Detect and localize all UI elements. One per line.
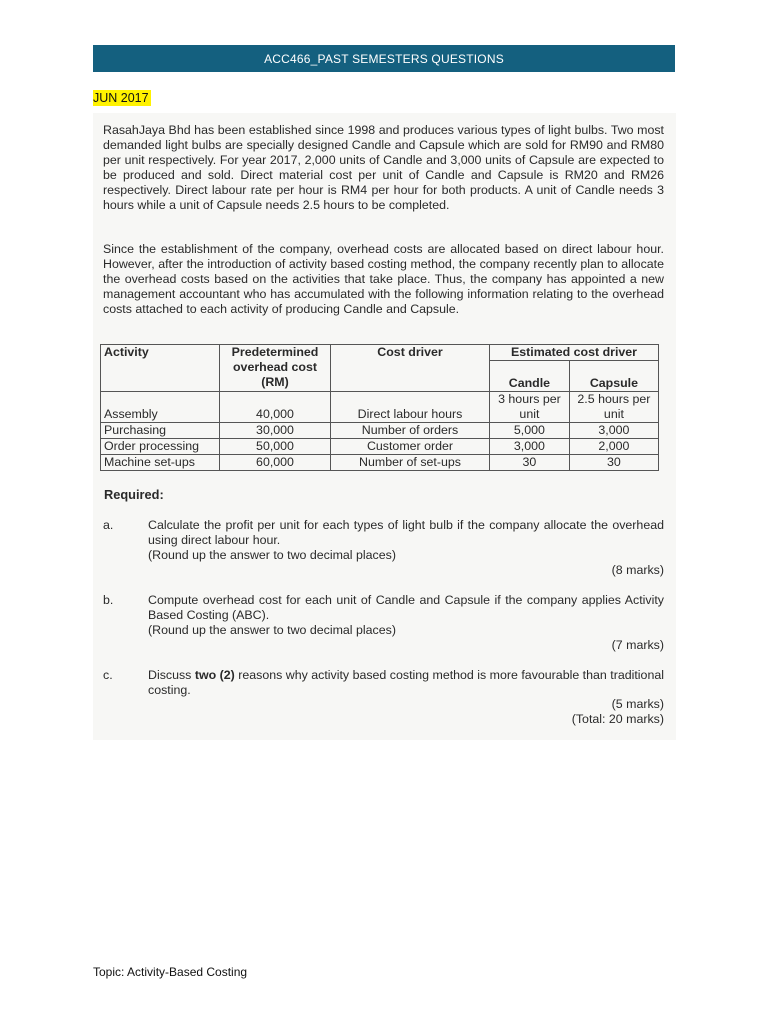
- overhead-table: [100, 344, 659, 471]
- row-capsule: 30: [569, 455, 658, 471]
- question-c-post: reasons why activity based costing method is more favourable than traditional costing.: [148, 668, 664, 697]
- row-activity: Machine set-ups: [101, 455, 220, 471]
- question-a-letter: a.: [103, 518, 114, 532]
- row-activity: Purchasing: [101, 423, 220, 439]
- question-b-text: [148, 593, 664, 638]
- row-driver: Number of set-ups: [331, 455, 490, 471]
- row-candle: 3 hours per unit: [490, 392, 570, 423]
- header-candle: Candle: [490, 361, 570, 392]
- row-candle: 5,000: [490, 423, 570, 439]
- row-capsule: 3,000: [569, 423, 658, 439]
- question-scan: [93, 113, 676, 740]
- question-a-note: (Round up the answer to two decimal places): [148, 548, 396, 562]
- row-candle: 3,000: [490, 439, 570, 455]
- question-b-letter: b.: [103, 593, 114, 607]
- semester-label: JUN 2017: [93, 91, 149, 105]
- question-a-marks: (8 marks): [611, 563, 664, 577]
- row-overhead: 40,000: [220, 392, 331, 423]
- question-b-body: Compute overhead cost for each unit of Candle and Capsule if the company applies Activity Based Costing (ABC).: [148, 593, 664, 622]
- row-overhead: 60,000: [220, 455, 331, 471]
- row-driver: Customer order: [331, 439, 490, 455]
- row-driver: Direct labour hours: [331, 392, 490, 423]
- header-capsule: Capsule: [569, 361, 658, 392]
- total-marks: (Total: 20 marks): [571, 712, 664, 726]
- row-activity: Order processing: [101, 439, 220, 455]
- row-overhead: 50,000: [220, 439, 331, 455]
- header-banner: ACC466_PAST SEMESTERS QUESTIONS: [93, 45, 675, 72]
- required-heading: Required:: [104, 487, 164, 502]
- intro-paragraph-1: RasahJaya Bhd has been established since 1998 and produces various types of light bulbs. Two most demanded light bulbs are specially designed Candle and Capsule which are sold for RM90 and RM80 per unit respectively. For year 2017, 2,000 units of Candle and 3,000 units of Capsule are expected to be produced and sold. Direct material cost per unit of Candle and Capsule is RM20 and RM26 respectively. Direct labour rate per hour is RM4 per hour for both products. A unit of Candle needs 3 hours while a unit of Capsule needs 2.5 hours to be completed.: [103, 123, 664, 212]
- question-a-body: Calculate the profit per unit for each types of light bulb if the company allocate the overhead using direct labour hour.: [148, 518, 664, 547]
- footer-topic: Topic: Activity-Based Costing: [93, 965, 248, 979]
- question-b-note: (Round up the answer to two decimal places): [148, 623, 396, 637]
- question-c-marks: (5 marks): [611, 697, 664, 711]
- row-overhead: 30,000: [220, 423, 331, 439]
- header-estimated: Estimated cost driver: [490, 345, 659, 361]
- question-a-text: [148, 518, 664, 563]
- question-c-emphasis: two (2): [194, 668, 235, 682]
- row-capsule: 2,000: [569, 439, 658, 455]
- header-overhead: Predetermined overhead cost (RM): [220, 345, 331, 392]
- question-c-text: [148, 668, 664, 698]
- row-driver: Number of orders: [331, 423, 490, 439]
- question-c-pre: Discuss: [148, 668, 195, 682]
- row-capsule: 2.5 hours per unit: [569, 392, 658, 423]
- row-activity: Assembly: [101, 392, 220, 423]
- question-b-marks: (7 marks): [611, 638, 664, 652]
- row-candle: 30: [490, 455, 570, 471]
- header-activity: Activity: [101, 345, 220, 392]
- header-cost-driver: Cost driver: [331, 345, 490, 392]
- intro-paragraph-2: Since the establishment of the company, overhead costs are allocated based on direct labour hour. However, after the introduction of activity based costing method, the company recently plan to allocate the overhead costs based on the activities that take place. Thus, the company has appointed a new management accountant who has accumulated with the following information relating to the overhead costs attached to each activity of producing Candle and Capsule.: [103, 242, 664, 316]
- question-c-letter: c.: [103, 668, 113, 682]
